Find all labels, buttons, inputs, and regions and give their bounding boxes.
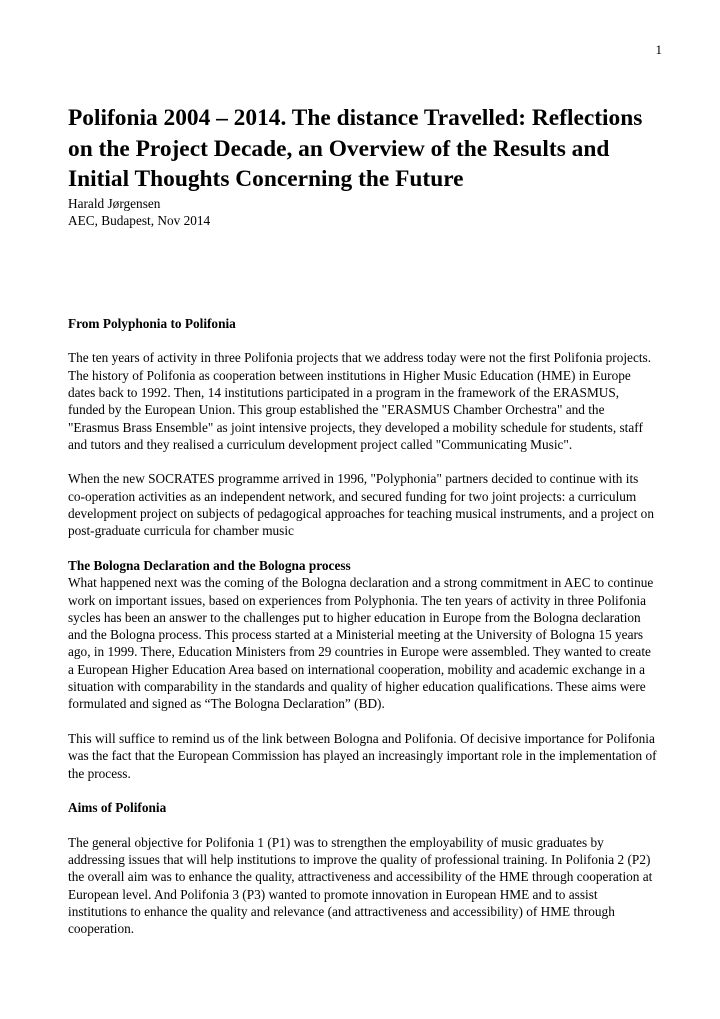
document-title: Polifonia 2004 – 2014. The distance Travelled: Reflections on the Project Decade, an Overview of the Results and Initial Thoughts Concerning the Future [68,105,643,192]
paragraph: The general objective for Polifonia 1 (P1) was to strengthen the employability of music graduates by addressing issues that will help institutions to improve the quality of professional training. In Polifonia 2 (P2) the overall aim was to enhance the quality, attractiveness and accessibility of the HME through cooperation at European level. And Polifonia 3 (P3) wanted to promote innovation in European HME and to assist institutions to enhance the quality and relevance (and attractiveness and accessibility) of HME through cooperation. [68,834,653,937]
paragraph: When the new SOCRATES programme arrived in 1996, "Polyphonia" partners decided to continue with its co-operation activities as an independent network, and secured funding for two joint projects: a curriculum development project on subjects of pedagogical approaches for teaching musical instruments, and a project on post-graduate curricula for chamber music [68,471,654,539]
paragraph: This will suffice to remind us of the link between Bologna and Polifonia. Of decisive importance for Polifonia was the fact that the European Commission has played an increasingly important role in the implementation of the process. [68,730,657,781]
section-heading: The Bologna Declaration and the Bologna process [68,557,351,573]
author-name: Harald Jørgensen [68,195,161,211]
spacer [68,782,658,799]
spacer [68,713,658,730]
spacer [68,453,658,470]
spacer [68,332,658,349]
section-heading: From Polyphonia to Polifonia [68,315,236,331]
document-body [68,103,658,937]
section-heading: Aims of Polifonia [68,800,167,816]
venue-date: AEC, Budapest, Nov 2014 [68,212,211,228]
page-number: 1 [655,42,662,57]
spacer [68,229,658,298]
paragraph: What happened next was the coming of the Bologna declaration and a strong commitment in AEC to continue work on important issues, based on experiences from Polyphonia. The ten years of activity in three Polifonia sycles has been an answer to the challenges put to higher education in Europe from the Bologna declaration and the Bologna process. This process started at a Ministerial meeting at the University of Bologna 15 years ago, in 1999. There, Education Ministers from 29 countries in Europe were assembled. They wanted to create a European Higher Education Area based on international cooperation, mobility and academic exchange in a situation with comparability in the standards and quality of higher education qualifications. These aims were formulated and signed as “The Bologna Declaration” (BD). [68,575,654,712]
spacer [68,298,658,315]
paragraph: The ten years of activity in three Polifonia projects that we address today were not the first Polifonia projects. The history of Polifonia as cooperation between institutions in Higher Music Education (HME) in Europe dates back to 1992. Then, 14 institutions participated in a program in the framework of the ERASMUS, funded by the European Union. This group established the "ERASMUS Chamber Orchestra" and the "Erasmus Brass Ensemble" as joint intensive projects, they developed a mobility schedule for students, staff and tutors and they realised a curriculum development project called "Communicating Music". [68,350,652,452]
spacer [68,540,658,557]
spacer [68,816,658,833]
